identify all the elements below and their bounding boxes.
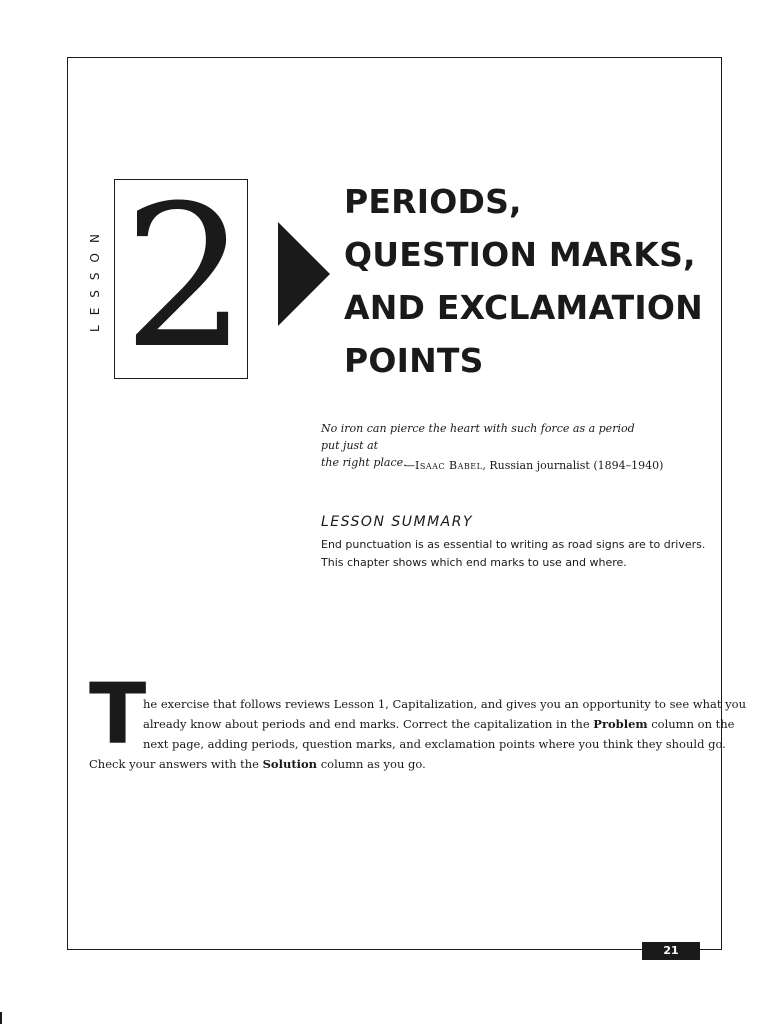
summary-line: End punctuation is as essential to writing as road signs are to drivers.	[321, 538, 706, 551]
intro-text: column on the	[647, 717, 735, 731]
lesson-label-text: LESSON	[88, 224, 102, 332]
intro-line-2	[143, 714, 734, 734]
title-line: QUESTION MARKS,	[344, 235, 696, 274]
attribution-author: Isaac Babel	[415, 459, 483, 472]
lesson-label	[80, 222, 110, 334]
title-line: POINTS	[344, 341, 484, 380]
crop-mark	[0, 1012, 2, 1024]
quote-line: No iron can pierce the heart with such force as a period put just at	[321, 422, 635, 452]
summary-body	[321, 536, 711, 572]
triangle-right-icon	[278, 222, 330, 326]
page-number: 21	[642, 942, 700, 960]
lesson-number: 2	[122, 164, 242, 392]
solution-term: Solution	[262, 757, 318, 771]
drop-cap: T	[89, 665, 147, 763]
attribution-description: , Russian journalist (1894–1940)	[482, 459, 664, 472]
summary-heading: LESSON SUMMARY	[321, 514, 474, 530]
title-line: AND EXCLAMATION	[344, 288, 703, 327]
problem-term: Problem	[593, 717, 648, 731]
intro-text: column as you go.	[317, 757, 426, 771]
summary-line: This chapter shows which end marks to use and where.	[321, 556, 627, 569]
intro-text: already know about periods and end marks. Correct the capitalization in the	[143, 717, 594, 731]
epigraph-attribution	[404, 459, 704, 472]
intro-line-3: next page, adding periods, question marks, and exclamation points where you think they should go.	[143, 737, 726, 751]
quote-line: the right place.	[321, 456, 407, 469]
intro-line-1: he exercise that follows reviews Lesson 1, Capitalization, and gives you an opportunity to see what you	[143, 697, 747, 711]
lesson-title	[344, 175, 724, 387]
title-line: PERIODS,	[344, 182, 522, 221]
intro-line-4	[89, 754, 426, 774]
attribution-dash: —	[404, 459, 415, 472]
intro-text: Check your answers with the	[89, 757, 263, 771]
